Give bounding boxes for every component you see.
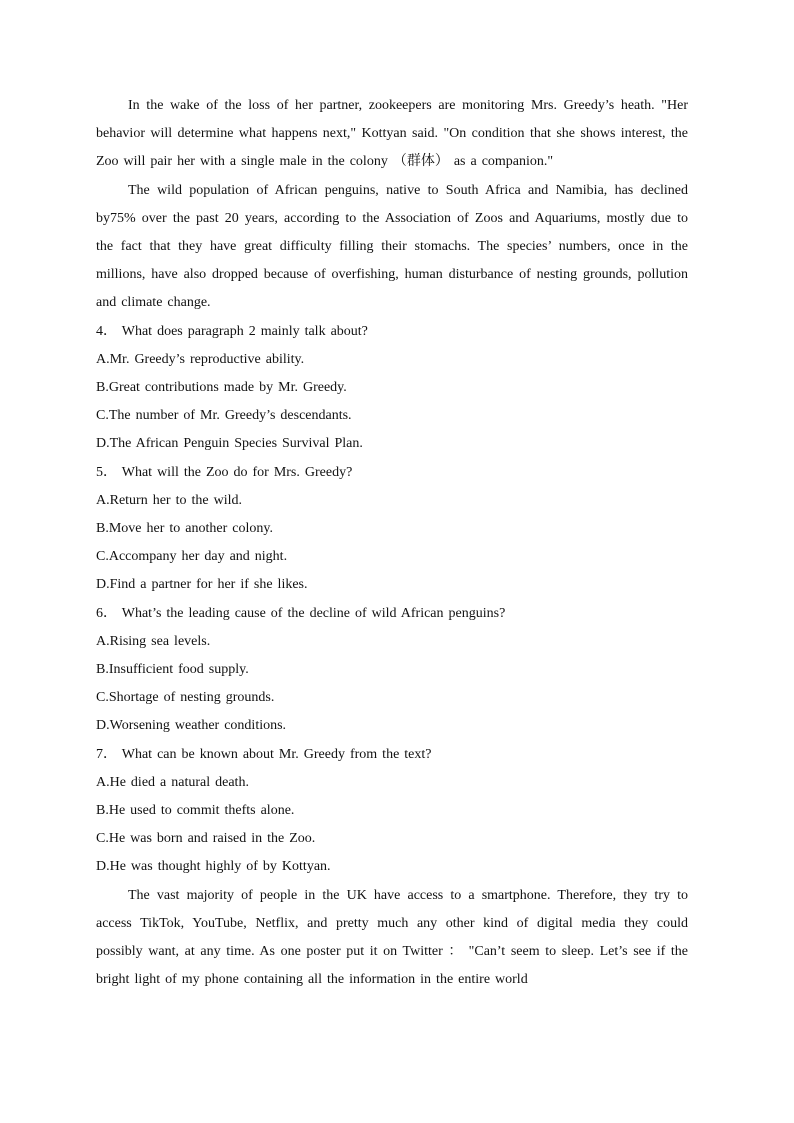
paragraph-2: The wild population of African penguins, native to South Africa and Namibia, has declined by75% over the past 20 years, according to the Association of Zoos and Aquariums, mostly due to the fact that they have great difficulty filling their stomachs. The species’ numbers, once in the millions, have also dropped because of overfishing, human disturbance of nesting grounds, pollution and climate change. bbox=[96, 182, 688, 311]
option-d: D.Worsening weather conditions. bbox=[96, 718, 287, 734]
document-page bbox=[96, 92, 688, 995]
option-b: B.Insufficient food supply. bbox=[96, 662, 249, 678]
question-stem bbox=[96, 459, 688, 487]
option-b: B.Great contributions made by Mr. Greedy. bbox=[96, 380, 347, 396]
option-c: C.The number of Mr. Greedy’s descendants. bbox=[96, 408, 352, 424]
question-text: What’s the leading cause of the decline of wild African penguins? bbox=[121, 605, 506, 621]
question-stem bbox=[96, 600, 688, 628]
question-5 bbox=[96, 459, 688, 600]
option-b: B.He used to commit thefts alone. bbox=[96, 803, 295, 819]
question-number: 6． bbox=[96, 605, 117, 621]
question-number: 5． bbox=[96, 464, 117, 480]
option-c: C.Accompany her day and night. bbox=[96, 549, 288, 565]
option-d: D.Find a partner for her if she likes. bbox=[96, 577, 308, 593]
question-text: What does paragraph 2 mainly talk about? bbox=[121, 323, 368, 339]
question-number: 7． bbox=[96, 746, 117, 762]
question-stem bbox=[96, 318, 688, 346]
option-a: A.Return her to the wild. bbox=[96, 492, 242, 508]
question-number: 4． bbox=[96, 323, 117, 339]
option-c: C.Shortage of nesting grounds. bbox=[96, 690, 275, 706]
paragraph-1: In the wake of the loss of her partner, zookeepers are monitoring Mrs. Greedy’s heath. "Her behavior will determine what happens next," Kottyan said. "On condition that she shows interest, the Zoo will pair her with a single male in the colony （群体） as a companion." bbox=[96, 98, 688, 170]
question-7 bbox=[96, 741, 688, 882]
option-a: A.Mr. Greedy’s reproductive ability. bbox=[96, 351, 305, 367]
question-4 bbox=[96, 318, 688, 459]
option-b: B.Move her to another colony. bbox=[96, 521, 273, 537]
option-d: D.He was thought highly of by Kottyan. bbox=[96, 859, 331, 875]
option-a: A.He died a natural death. bbox=[96, 774, 249, 790]
option-c: C.He was born and raised in the Zoo. bbox=[96, 831, 316, 847]
question-text: What can be known about Mr. Greedy from the text? bbox=[121, 746, 432, 762]
question-text: What will the Zoo do for Mrs. Greedy? bbox=[121, 464, 353, 480]
paragraph-3: The vast majority of people in the UK have access to a smartphone. Therefore, they try to access TikTok, YouTube, Netflix, and pretty much any other kind of digital media they could possibly want, at any time. As one poster put it on Twitter ： "Can’t seem to sleep. Let’s see if the bright light of my phone containing all the information in the entire world bbox=[96, 887, 688, 988]
option-d: D.The African Penguin Species Survival Plan. bbox=[96, 436, 363, 452]
question-6 bbox=[96, 600, 688, 741]
option-a: A.Rising sea levels. bbox=[96, 633, 211, 649]
question-stem bbox=[96, 741, 688, 769]
